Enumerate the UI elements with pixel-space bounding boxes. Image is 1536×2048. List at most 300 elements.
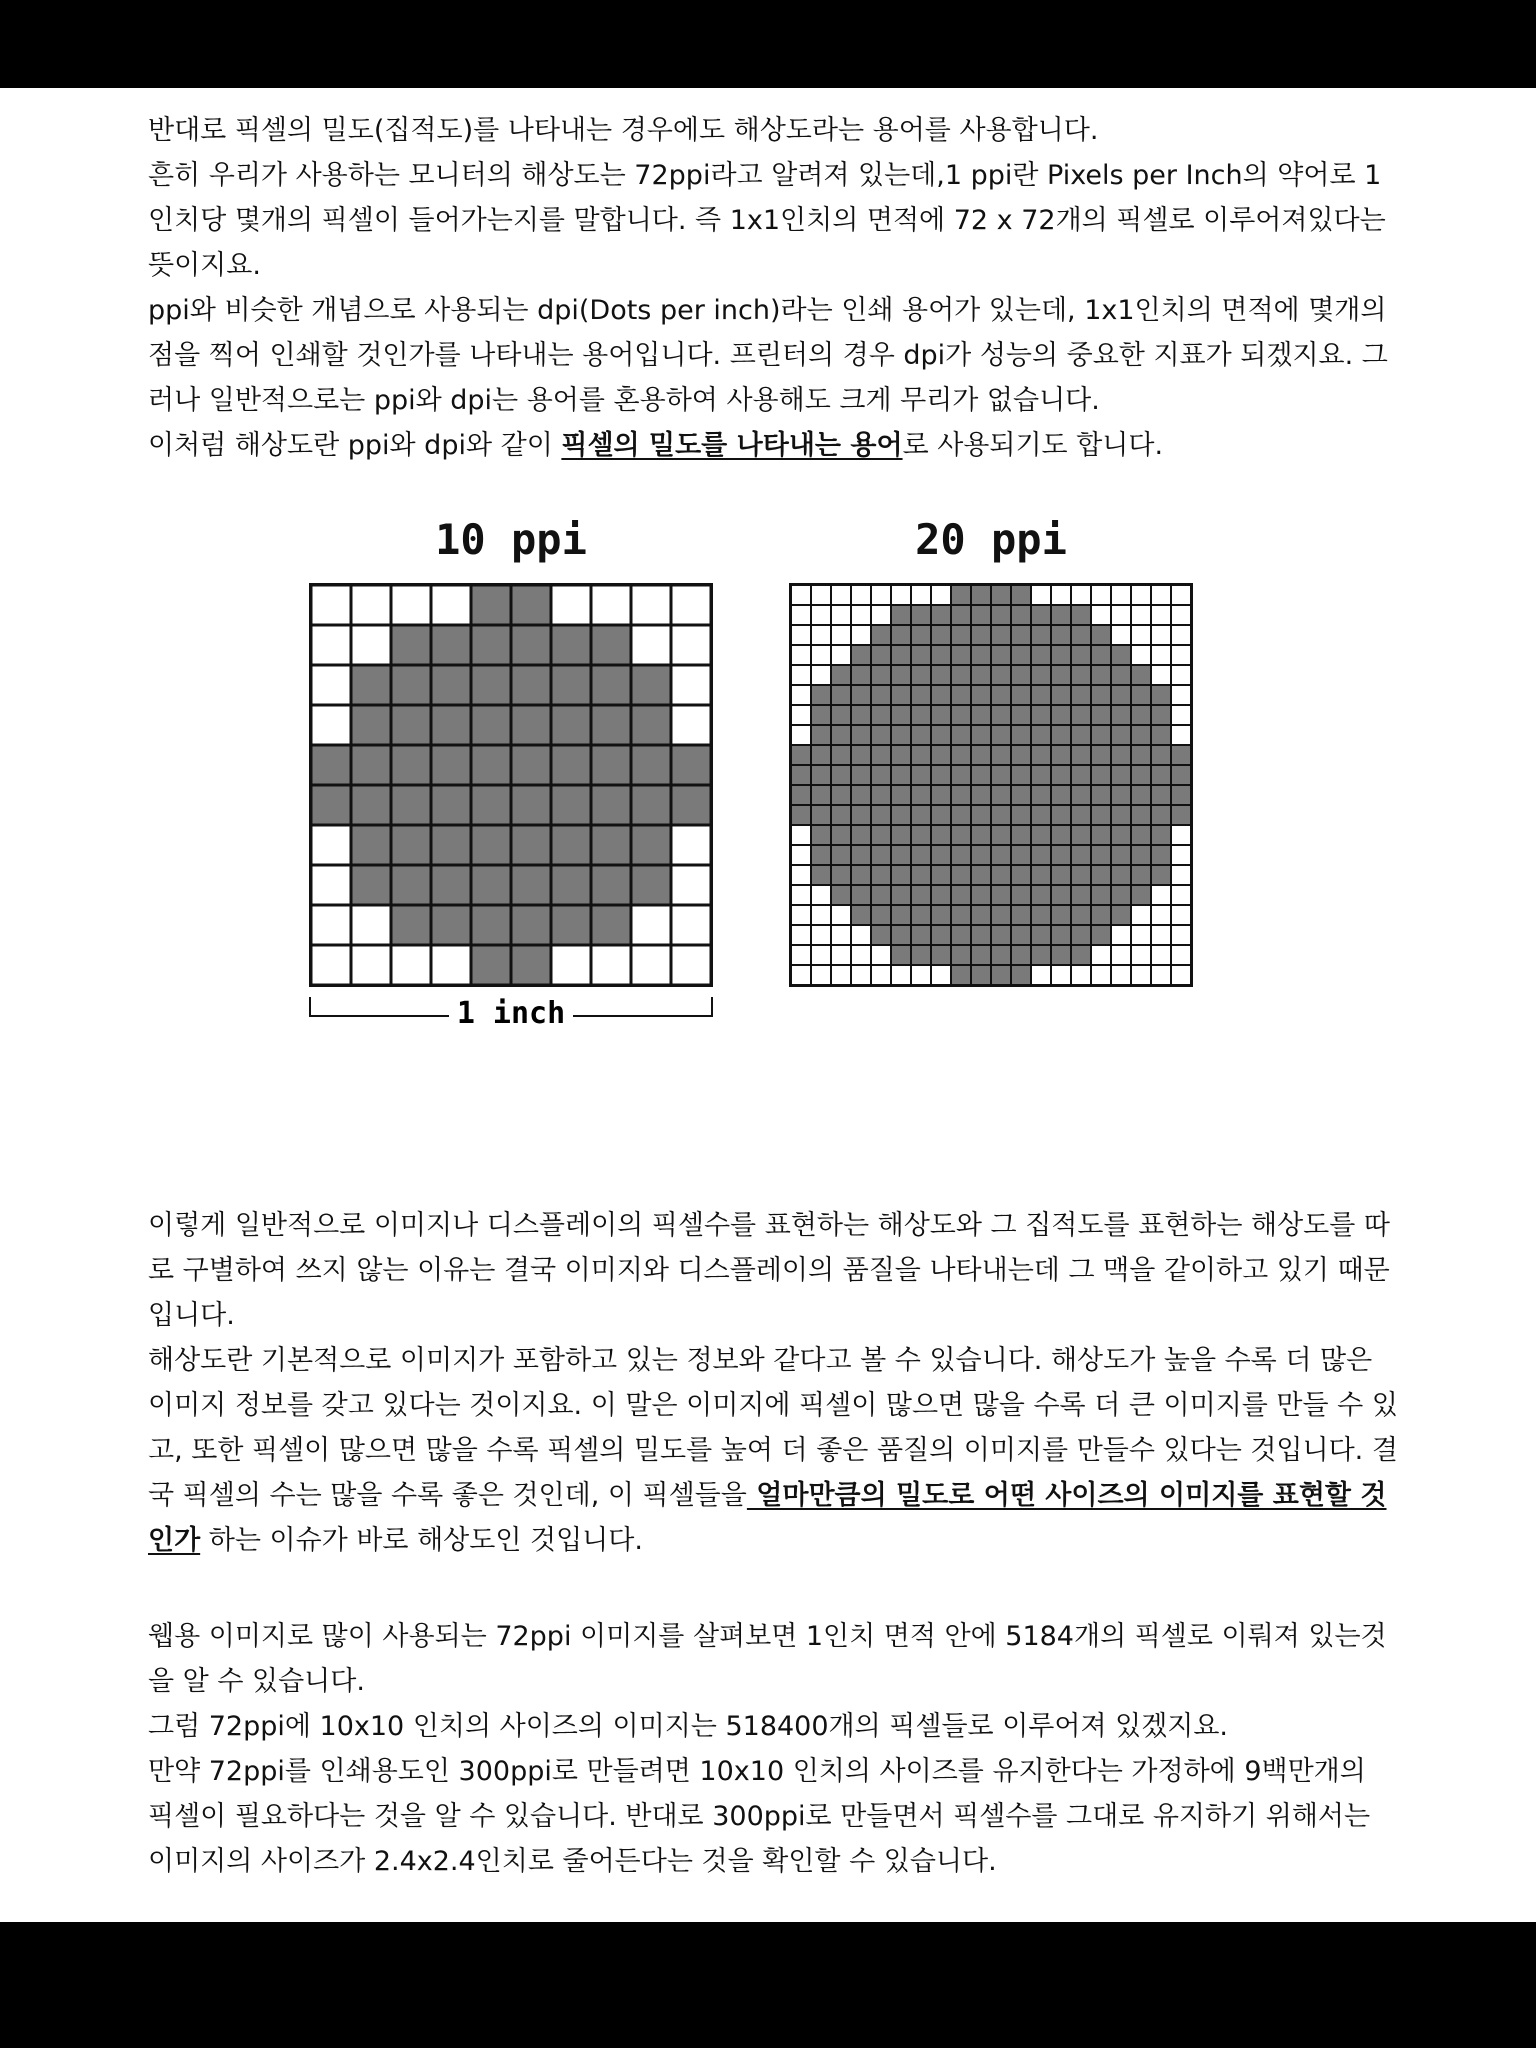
grid-10ppi-pixel bbox=[311, 825, 351, 865]
grid-20ppi-pixel bbox=[1031, 645, 1051, 665]
grid-20ppi-pixel bbox=[1131, 745, 1151, 765]
grid-20ppi-pixel bbox=[1151, 605, 1171, 625]
grid-20ppi-pixel bbox=[1031, 665, 1051, 685]
grid-20ppi-pixel bbox=[1051, 605, 1071, 625]
grid-20ppi-pixel bbox=[791, 745, 811, 765]
grid-20ppi-pixel bbox=[1051, 625, 1071, 645]
grid-20ppi-pixel bbox=[1171, 765, 1191, 785]
grid-20ppi-pixel bbox=[971, 725, 991, 745]
grid-20ppi-pixel bbox=[831, 605, 851, 625]
grid-20ppi-pixel bbox=[811, 885, 831, 905]
grid-20ppi-pixel bbox=[1111, 645, 1131, 665]
grid-20ppi-pixel bbox=[1071, 585, 1091, 605]
grid-20ppi-pixel bbox=[1031, 625, 1051, 645]
grid-10ppi-pixel bbox=[431, 865, 471, 905]
grid-10ppi-pixel bbox=[511, 825, 551, 865]
grid-10ppi-pixel bbox=[391, 705, 431, 745]
grid-20ppi-pixel bbox=[991, 605, 1011, 625]
grid-20ppi-pixel bbox=[991, 845, 1011, 865]
paragraph-3: ppi와 비슷한 개념으로 사용되는 dpi(Dots per inch)라는 인쇄 용어가 있는데, 1x1인치의 면적에 몇개의 점을 찍어 인쇄할 것인가를 나타내는 용어입니다. 프린터의 경우 dpi가 성능의 중요한 지표가 되겠지요. 그러나 일반적으로는 ppi와 dpi는 용어를 혼용하여 사용해도 크게 무리가 없습니다. bbox=[148, 295, 1388, 416]
grid-20ppi-pixel bbox=[1131, 605, 1151, 625]
grid-20ppi-pixel bbox=[791, 945, 811, 965]
grid-20ppi-pixel bbox=[931, 865, 951, 885]
grid-20ppi-pixel bbox=[1131, 765, 1151, 785]
grid-20ppi-pixel bbox=[1111, 605, 1131, 625]
grid-20ppi-pixel bbox=[1111, 825, 1131, 845]
grid-20ppi-pixel bbox=[911, 605, 931, 625]
grid-10ppi-pixel bbox=[591, 945, 631, 985]
grid-20ppi-pixel bbox=[1011, 765, 1031, 785]
grid-20ppi-pixel bbox=[1131, 665, 1151, 685]
grid-20ppi-pixel bbox=[791, 905, 811, 925]
grid-10ppi-pixel bbox=[431, 945, 471, 985]
grid-20ppi-pixel bbox=[891, 705, 911, 725]
grid-10ppi-pixel bbox=[431, 825, 471, 865]
grid-20ppi-pixel bbox=[811, 745, 831, 765]
grid-10ppi-pixel bbox=[671, 625, 711, 665]
grid-20ppi-pixel bbox=[1111, 585, 1131, 605]
grid-20ppi-pixel bbox=[971, 625, 991, 645]
grid-20ppi-pixel bbox=[1051, 825, 1071, 845]
paragraph-8: 그럼 72ppi에 10x10 인치의 사이즈의 이미지는 518400개의 픽셀들로 이루어져 있겠지요. bbox=[148, 1711, 1229, 1742]
grid-20ppi-pixel bbox=[951, 825, 971, 845]
grid-20ppi-pixel bbox=[951, 705, 971, 725]
grid-20ppi-pixel bbox=[971, 825, 991, 845]
grid-20ppi-pixel bbox=[991, 905, 1011, 925]
grid-20ppi-pixel bbox=[1111, 945, 1131, 965]
grid-10ppi-pixel bbox=[391, 865, 431, 905]
grid-20ppi-pixel bbox=[991, 945, 1011, 965]
grid-20ppi-pixel bbox=[791, 725, 811, 745]
bottom-black-bar bbox=[0, 1922, 1536, 2048]
grid-20ppi-pixel bbox=[911, 865, 931, 885]
grid-20ppi-pixel bbox=[1011, 705, 1031, 725]
grid-20ppi-pixel bbox=[1171, 825, 1191, 845]
grid-20ppi-pixel bbox=[951, 845, 971, 865]
grid-20ppi-pixel bbox=[1071, 825, 1091, 845]
grid-20ppi-pixel bbox=[851, 925, 871, 945]
grid-10ppi-pixel bbox=[631, 865, 671, 905]
grid-20ppi-pixel bbox=[911, 725, 931, 745]
grid-20ppi-pixel bbox=[971, 685, 991, 705]
grid-20ppi-pixel bbox=[931, 945, 951, 965]
grid-20ppi-pixel bbox=[831, 965, 851, 985]
grid-20ppi-pixel bbox=[1051, 645, 1071, 665]
grid-20ppi-pixel bbox=[1051, 845, 1071, 865]
grid-20ppi-pixel bbox=[791, 805, 811, 825]
grid-20ppi-pixel bbox=[1091, 905, 1111, 925]
grid-20ppi-pixel bbox=[1051, 685, 1071, 705]
grid-20ppi-pixel bbox=[1031, 745, 1051, 765]
grid-20ppi-pixel bbox=[1131, 905, 1151, 925]
grid-20ppi-pixel bbox=[831, 705, 851, 725]
grid-20ppi-pixel bbox=[931, 685, 951, 705]
grid-10ppi-pixel bbox=[511, 905, 551, 945]
grid-10ppi-pixel bbox=[311, 745, 351, 785]
grid-20ppi-pixel bbox=[791, 705, 811, 725]
grid-20ppi-pixel bbox=[1031, 605, 1051, 625]
grid-20ppi-pixel bbox=[1091, 605, 1111, 625]
grid-20ppi-pixel bbox=[1171, 685, 1191, 705]
grid-20ppi-pixel bbox=[1171, 625, 1191, 645]
grid-10ppi-pixel bbox=[551, 585, 591, 625]
grid-20ppi-pixel bbox=[951, 765, 971, 785]
grid-10ppi-pixel bbox=[671, 785, 711, 825]
grid-20ppi-pixel bbox=[1171, 705, 1191, 725]
grid-10ppi-pixel bbox=[671, 825, 711, 865]
grid-20ppi-pixel bbox=[811, 865, 831, 885]
grid-20ppi-pixel bbox=[1051, 865, 1071, 885]
grid-20ppi-pixel bbox=[851, 725, 871, 745]
grid-10ppi-pixel bbox=[471, 625, 511, 665]
grid-20ppi-pixel bbox=[1071, 965, 1091, 985]
grid-10ppi-pixel bbox=[311, 625, 351, 665]
grid-10ppi-pixel bbox=[551, 705, 591, 745]
grid-20ppi-pixel bbox=[1171, 925, 1191, 945]
emphasis-pixel-density: 픽셀의 밀도를 나타내는 용어 bbox=[561, 430, 903, 461]
grid-20ppi-pixel bbox=[911, 665, 931, 685]
grid-10ppi-pixel bbox=[591, 585, 631, 625]
grid-20ppi-pixel bbox=[1111, 765, 1131, 785]
grid-20ppi-pixel bbox=[891, 785, 911, 805]
grid-20ppi-pixel bbox=[1091, 585, 1111, 605]
grid-20ppi-pixel bbox=[1171, 605, 1191, 625]
grid-10ppi-pixel bbox=[471, 865, 511, 905]
scale-label: 1 inch bbox=[309, 997, 713, 1031]
grid-20ppi-pixel bbox=[1151, 905, 1171, 925]
grid-20ppi-pixel bbox=[1091, 745, 1111, 765]
grid-20ppi-pixel bbox=[911, 685, 931, 705]
grid-20ppi-pixel bbox=[931, 925, 951, 945]
grid-20ppi-pixel bbox=[851, 705, 871, 725]
grid-20ppi-pixel bbox=[791, 845, 811, 865]
grid-20ppi-pixel bbox=[1151, 645, 1171, 665]
grid-10ppi-pixel bbox=[631, 945, 671, 985]
grid-20ppi-pixel bbox=[891, 765, 911, 785]
grid-20ppi-pixel bbox=[791, 885, 811, 905]
grid-20ppi-pixel bbox=[1131, 785, 1151, 805]
grid-20ppi-pixel bbox=[1151, 665, 1171, 685]
top-black-bar bbox=[0, 0, 1536, 88]
grid-20ppi-pixel bbox=[1091, 845, 1111, 865]
grid-10ppi-pixel bbox=[391, 585, 431, 625]
grid-10ppi-pixel bbox=[391, 785, 431, 825]
grid-20ppi-pixel bbox=[991, 885, 1011, 905]
grid-20ppi-pixel bbox=[1171, 645, 1191, 665]
grid-20ppi-pixel bbox=[871, 605, 891, 625]
grid-20ppi-pixel bbox=[1171, 785, 1191, 805]
grid-20ppi-pixel bbox=[1151, 765, 1171, 785]
grid-20ppi-pixel bbox=[1071, 605, 1091, 625]
grid-20ppi-pixel bbox=[811, 805, 831, 825]
grid-20ppi-pixel bbox=[991, 805, 1011, 825]
grid-20ppi-pixel bbox=[1031, 905, 1051, 925]
grid-20ppi-pixel bbox=[951, 945, 971, 965]
grid-20ppi-pixel bbox=[871, 885, 891, 905]
paragraph-5: 이렇게 일반적으로 이미지나 디스플레이의 픽셀수를 표현하는 해상도와 그 집적도를 표현하는 해상도를 따로 구별하여 쓰지 않는 이유는 결국 이미지와 디스플레이의 품질을 나타내는데 그 맥을 같이하고 있기 때문입니다. bbox=[148, 1210, 1391, 1331]
grid-20ppi-pixel bbox=[1031, 765, 1051, 785]
grid-20ppi-pixel bbox=[831, 765, 851, 785]
grid-20ppi-pixel bbox=[891, 905, 911, 925]
grid-20ppi-pixel bbox=[791, 585, 811, 605]
grid-20ppi-pixel bbox=[1071, 925, 1091, 945]
grid-20ppi-pixel bbox=[851, 625, 871, 645]
grid-20ppi-pixel bbox=[911, 745, 931, 765]
grid-20ppi-pixel bbox=[851, 585, 871, 605]
grid-10ppi-pixel bbox=[391, 905, 431, 945]
grid-10ppi-pixel bbox=[511, 785, 551, 825]
grid-20ppi-pixel bbox=[971, 785, 991, 805]
grid-20ppi-pixel bbox=[951, 805, 971, 825]
grid-20ppi-pixel bbox=[1051, 805, 1071, 825]
grid-10ppi-pixel bbox=[471, 825, 511, 865]
grid-20ppi-pixel bbox=[831, 945, 851, 965]
grid-20ppi-pixel bbox=[791, 605, 811, 625]
grid-10ppi-pixel bbox=[631, 705, 671, 745]
grid-20ppi-pixel bbox=[1091, 705, 1111, 725]
grid-10ppi-pixel bbox=[471, 705, 511, 745]
grid-20ppi-pixel bbox=[811, 725, 831, 745]
grid-20ppi-pixel bbox=[951, 605, 971, 625]
grid-20ppi-pixel bbox=[851, 745, 871, 765]
grid-20ppi-pixel bbox=[971, 705, 991, 725]
grid-20ppi-pixel bbox=[1071, 885, 1091, 905]
paragraph-6: 해상도란 기본적으로 이미지가 포함하고 있는 정보와 같다고 볼 수 있습니다. 해상도가 높을 수록 더 많은 이미지 정보를 갖고 있다는 것이지요. 이 말은 이미지에 픽셀이 많으면 많을 수록 더 큰 이미지를 만들 수 있고, 또한 픽셀이 많으면 많을 수록 픽셀의 밀도를 높여 더 좋은 품질의 이미지를 만들수 있다는 것입니다. 결국 픽셀의 수는 많을 수록 좋은 것인데, 이 픽셀들을 얼마만큼의 밀도로 어떤 사이즈의 이미지를 표현할 것인가 하는 이슈가 바로 해상도인 것입니다. bbox=[148, 1345, 1398, 1556]
grid-20ppi-pixel bbox=[831, 805, 851, 825]
grid-20ppi-pixel bbox=[951, 865, 971, 885]
grid-20ppi-pixel bbox=[971, 965, 991, 985]
grid-20ppi-pixel bbox=[851, 785, 871, 805]
grid-20ppi-pixel bbox=[791, 625, 811, 645]
grid-20ppi-pixel bbox=[851, 605, 871, 625]
grid-20ppi-pixel bbox=[1111, 785, 1131, 805]
grid-20ppi-pixel bbox=[1051, 725, 1071, 745]
grid-20ppi-pixel bbox=[891, 605, 911, 625]
grid-20ppi-pixel bbox=[1031, 685, 1051, 705]
grid-20ppi-pixel bbox=[811, 825, 831, 845]
grid-10ppi-pixel bbox=[511, 665, 551, 705]
grid-20ppi-pixel bbox=[1111, 845, 1131, 865]
grid-20ppi-pixel bbox=[811, 625, 831, 645]
grid-20ppi-pixel bbox=[971, 645, 991, 665]
grid-20ppi-pixel bbox=[931, 585, 951, 605]
grid-20ppi-pixel bbox=[831, 865, 851, 885]
grid-20ppi-pixel bbox=[871, 905, 891, 925]
grid-20ppi-pixel bbox=[891, 945, 911, 965]
grid-20ppi-pixel bbox=[1151, 745, 1171, 765]
grid-20ppi-pixel bbox=[1151, 585, 1171, 605]
grid-20ppi-pixel bbox=[891, 825, 911, 845]
grid-20ppi-pixel bbox=[1051, 745, 1071, 765]
grid-20ppi-pixel bbox=[971, 885, 991, 905]
grid-10ppi-pixel bbox=[671, 745, 711, 785]
grid-20ppi-pixel bbox=[931, 665, 951, 685]
grid-10ppi-pixel bbox=[311, 665, 351, 705]
grid-20ppi-pixel bbox=[1051, 585, 1071, 605]
grid-20ppi-pixel bbox=[1151, 625, 1171, 645]
grid-10ppi-pixel bbox=[351, 825, 391, 865]
grid-10ppi bbox=[309, 583, 713, 987]
grid-20ppi-pixel bbox=[1171, 665, 1191, 685]
grid-20ppi-pixel bbox=[811, 605, 831, 625]
grid-10ppi-pixel bbox=[351, 625, 391, 665]
grid-20ppi-pixel bbox=[931, 625, 951, 645]
grid-20ppi-pixel bbox=[1031, 805, 1051, 825]
grid-10ppi-pixel bbox=[591, 905, 631, 945]
grid-20ppi-pixel bbox=[1011, 805, 1031, 825]
grid-10ppi-pixel bbox=[551, 785, 591, 825]
grid-20ppi-pixel bbox=[871, 805, 891, 825]
grid-20ppi-pixel bbox=[831, 885, 851, 905]
grid-20ppi-pixel bbox=[1171, 965, 1191, 985]
grid-20ppi-pixel bbox=[1071, 625, 1091, 645]
grid-20ppi-pixel bbox=[991, 745, 1011, 765]
grid-20ppi-pixel bbox=[1131, 845, 1151, 865]
grid-20ppi-pixel bbox=[791, 865, 811, 885]
grid-10ppi-pixel bbox=[551, 665, 591, 705]
grid-20ppi-pixel bbox=[1051, 665, 1071, 685]
ppi-comparison-figure bbox=[300, 515, 1220, 1035]
grid-20ppi-pixel bbox=[1091, 785, 1111, 805]
grid-20ppi-pixel bbox=[871, 825, 891, 845]
grid-20ppi-pixel bbox=[1111, 625, 1131, 645]
grid-20ppi-pixel bbox=[811, 925, 831, 945]
grid-20ppi-pixel bbox=[931, 725, 951, 745]
grid-20ppi-pixel bbox=[1051, 965, 1071, 985]
grid-10ppi-pixel bbox=[311, 585, 351, 625]
grid-10ppi-pixel bbox=[391, 665, 431, 705]
grid-20ppi-pixel bbox=[1011, 605, 1031, 625]
grid-10ppi-pixel bbox=[551, 905, 591, 945]
grid-20ppi-pixel bbox=[1091, 865, 1111, 885]
grid-10ppi-pixel bbox=[591, 745, 631, 785]
grid-20ppi-pixel bbox=[791, 765, 811, 785]
grid-20ppi-pixel bbox=[1131, 945, 1151, 965]
grid-20ppi-pixel bbox=[951, 585, 971, 605]
emphasis-density-size: 얼마만큼의 밀도로 어떤 사이즈의 이미지를 표현할 것인가 bbox=[148, 1480, 1387, 1556]
grid-20ppi-pixel bbox=[891, 585, 911, 605]
grid-10ppi-pixel bbox=[471, 785, 511, 825]
grid-20ppi-pixel bbox=[991, 825, 1011, 845]
grid-20ppi-pixel bbox=[971, 865, 991, 885]
grid-20ppi-pixel bbox=[871, 585, 891, 605]
grid-10ppi-pixel bbox=[671, 665, 711, 705]
grid-20ppi-pixel bbox=[871, 725, 891, 745]
grid-20ppi-pixel bbox=[971, 585, 991, 605]
grid-20ppi-pixel bbox=[931, 845, 951, 865]
grid-20ppi-pixel bbox=[991, 725, 1011, 745]
grid-10ppi-pixel bbox=[431, 585, 471, 625]
grid-10ppi-pixel bbox=[511, 745, 551, 785]
paragraph-9: 만약 72ppi를 인쇄용도인 300ppi로 만들려면 10x10 인치의 사이즈를 유지한다는 가정하에 9백만개의 픽셀이 필요하다는 것을 알 수 있습니다. 반대로 300ppi로 만들면서 픽셀수를 그대로 유지하기 위해서는 이미지의 사이즈가 2.4x2.4인치로 줄어든다는 것을 확인할 수 있습니다. bbox=[148, 1756, 1371, 1877]
grid-10ppi-pixel bbox=[431, 905, 471, 945]
grid-20ppi-pixel bbox=[811, 905, 831, 925]
grid-20ppi-pixel bbox=[1031, 885, 1051, 905]
grid-10ppi-pixel bbox=[311, 865, 351, 905]
grid-20ppi-pixel bbox=[791, 825, 811, 845]
grid-10ppi-pixel bbox=[391, 745, 431, 785]
grid-10ppi-pixel bbox=[431, 665, 471, 705]
grid-20ppi-pixel bbox=[911, 945, 931, 965]
explanation-text bbox=[148, 1203, 1398, 1563]
grid-20ppi-pixel bbox=[1091, 805, 1111, 825]
grid-10ppi-pixel bbox=[511, 585, 551, 625]
grid-10ppi-pixel bbox=[631, 625, 671, 665]
grid-20ppi-pixel bbox=[831, 625, 851, 645]
grid-10ppi-pixel bbox=[591, 665, 631, 705]
grid-20ppi-pixel bbox=[1031, 705, 1051, 725]
grid-20ppi-pixel bbox=[1151, 925, 1171, 945]
grid-10ppi-pixel bbox=[391, 625, 431, 665]
grid-20ppi-pixel bbox=[911, 765, 931, 785]
grid-10ppi-pixel bbox=[471, 585, 511, 625]
grid-10ppi-pixel bbox=[311, 705, 351, 745]
grid-20ppi-pixel bbox=[1071, 685, 1091, 705]
grid-20ppi-pixel bbox=[931, 885, 951, 905]
grid-20ppi-pixel bbox=[871, 765, 891, 785]
grid-20ppi-pixel bbox=[831, 645, 851, 665]
grid-20ppi-pixel bbox=[871, 665, 891, 685]
grid-20ppi-pixel bbox=[1091, 665, 1111, 685]
grid-20ppi-pixel bbox=[1071, 785, 1091, 805]
grid-10ppi-pixel bbox=[671, 705, 711, 745]
grid-20ppi-pixel bbox=[1011, 905, 1031, 925]
grid-20ppi-pixel bbox=[931, 965, 951, 985]
grid-20ppi-pixel bbox=[911, 785, 931, 805]
grid-20ppi-pixel bbox=[791, 785, 811, 805]
grid-20ppi-pixel bbox=[911, 845, 931, 865]
grid-20ppi-pixel bbox=[1011, 845, 1031, 865]
grid-20ppi-pixel bbox=[1011, 945, 1031, 965]
grid-20ppi-pixel bbox=[931, 705, 951, 725]
grid-20ppi-pixel bbox=[991, 785, 1011, 805]
grid-20ppi-pixel bbox=[931, 825, 951, 845]
grid-20ppi-pixel bbox=[1131, 725, 1151, 745]
grid-10ppi-pixel bbox=[671, 905, 711, 945]
grid-10ppi-pixel bbox=[471, 905, 511, 945]
grid-10ppi-pixel bbox=[311, 905, 351, 945]
grid-20ppi-pixel bbox=[811, 665, 831, 685]
grid-20ppi-pixel bbox=[1171, 865, 1191, 885]
grid-20ppi-pixel bbox=[1151, 845, 1171, 865]
grid-10ppi-pixel bbox=[471, 945, 511, 985]
grid-20ppi-pixel bbox=[811, 685, 831, 705]
grid-20ppi-pixel bbox=[811, 965, 831, 985]
grid-20ppi-pixel bbox=[1011, 725, 1031, 745]
grid-20ppi-pixel bbox=[891, 665, 911, 685]
grid-20ppi-pixel bbox=[1071, 945, 1091, 965]
grid-10ppi-pixel bbox=[351, 745, 391, 785]
grid-20ppi-pixel bbox=[811, 785, 831, 805]
grid-20ppi-pixel bbox=[831, 825, 851, 845]
grid-20ppi-pixel bbox=[1011, 825, 1031, 845]
grid-20ppi-pixel bbox=[1151, 805, 1171, 825]
grid-20ppi-pixel bbox=[791, 685, 811, 705]
grid-20ppi-pixel bbox=[951, 745, 971, 765]
example-text bbox=[148, 1614, 1398, 1884]
grid-20ppi-pixel bbox=[811, 945, 831, 965]
grid-20ppi-pixel bbox=[1091, 945, 1111, 965]
grid-20ppi-pixel bbox=[811, 765, 831, 785]
grid-20ppi-pixel bbox=[1091, 765, 1111, 785]
grid-20ppi-pixel bbox=[1151, 725, 1171, 745]
grid-10ppi-pixel bbox=[631, 585, 671, 625]
grid-10ppi-pixel bbox=[391, 825, 431, 865]
grid-20ppi-pixel bbox=[851, 905, 871, 925]
grid-20ppi-pixel bbox=[1111, 925, 1131, 945]
grid-20ppi-pixel bbox=[871, 865, 891, 885]
grid-10ppi-pixel bbox=[431, 705, 471, 745]
